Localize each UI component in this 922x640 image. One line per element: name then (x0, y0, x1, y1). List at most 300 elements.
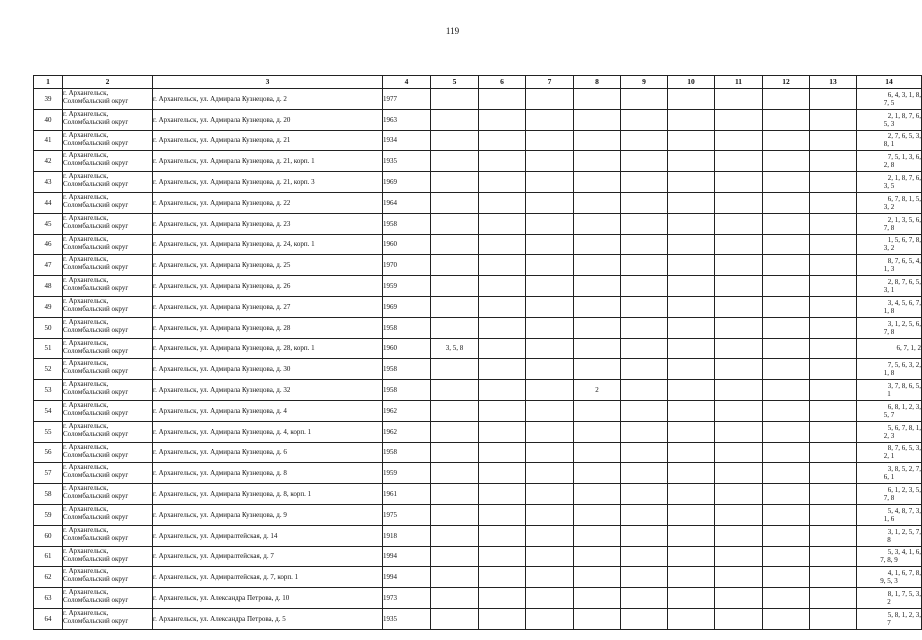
col-14-cell (857, 172, 922, 193)
col-8-cell (574, 276, 621, 297)
district-line-okrug: Соломбальский округ (63, 450, 129, 459)
col-12-cell (763, 442, 810, 463)
year-cell: 1994 (383, 546, 431, 567)
col-10-cell (668, 463, 715, 484)
year-cell: 1973 (383, 588, 431, 609)
year-cell: 1958 (383, 359, 431, 380)
year-cell: 1960 (383, 234, 431, 255)
col-14-cell (857, 192, 922, 213)
year-cell: 1963 (383, 109, 431, 130)
col-8-cell (574, 296, 621, 317)
address-cell: г. Архангельск, ул. Адмирала Кузнецова, д. 27 (153, 296, 383, 317)
col-10-cell (668, 234, 715, 255)
table-row (34, 567, 922, 588)
col-11-cell (715, 130, 763, 151)
district-line-city: г. Архангельск, (63, 421, 109, 430)
col-11-cell (715, 151, 763, 172)
year-cell: 1959 (383, 276, 431, 297)
col-14-line-1: 3, 4, 5, 6, 7, (887, 298, 921, 307)
col-9-cell (621, 276, 668, 297)
col-14-cell (857, 89, 922, 110)
col-7-cell (526, 151, 574, 172)
district-line-city: г. Архангельск, (63, 296, 109, 305)
col-14-cell (857, 400, 922, 421)
address-cell: г. Архангельск, ул. Адмирала Кузнецова, д. 4 (153, 400, 383, 421)
col-9-cell (621, 504, 668, 525)
table-row (34, 234, 922, 255)
year-cell: 1962 (383, 421, 431, 442)
col-6-cell (479, 546, 526, 567)
row-number: 56 (34, 442, 63, 463)
col-6-cell (479, 192, 526, 213)
district-line-okrug: Соломбальский округ (63, 180, 129, 189)
col-12-cell (763, 151, 810, 172)
col-11-cell (715, 525, 763, 546)
col-5-cell (431, 463, 479, 484)
district-line-city: г. Архангельск, (63, 192, 109, 201)
col-10-cell (668, 484, 715, 505)
address-cell: г. Архангельск, ул. Адмиралтейская, д. 14 (153, 525, 383, 546)
table-row (34, 442, 922, 463)
address-cell: г. Архангельск, ул. Александра Петрова, д. 5 (153, 608, 383, 629)
col-11-cell (715, 338, 763, 359)
row-number: 63 (34, 588, 63, 609)
col-11-cell (715, 400, 763, 421)
district-line-okrug: Соломбальский округ (63, 138, 129, 147)
col-14-line-2: 2, 8 (883, 161, 895, 170)
district-line-city: г. Архангельск, (63, 400, 109, 409)
col-8-cell (574, 130, 621, 151)
district-cell (63, 463, 153, 484)
district-line-city: г. Архангельск, (63, 442, 109, 451)
district-line-okrug: Соломбальский округ (63, 471, 129, 480)
col-14-line-1: 6, 8, 1, 2, 3, (887, 402, 921, 411)
col-8-cell (574, 192, 621, 213)
col-14-line-1: 2, 1, 8, 7, 6, (887, 174, 921, 183)
district-cell (63, 567, 153, 588)
district-line-okrug: Соломбальский округ (63, 221, 129, 230)
column-header-8: 8 (574, 76, 621, 89)
table-row (34, 255, 922, 276)
col-9-cell (621, 567, 668, 588)
col-8-cell (574, 463, 621, 484)
col-5-cell (431, 192, 479, 213)
col-12-cell (763, 192, 810, 213)
district-line-okrug: Соломбальский округ (63, 408, 129, 417)
col-6-cell (479, 608, 526, 629)
col-14-cell (857, 567, 922, 588)
district-line-city: г. Архангельск, (63, 172, 109, 181)
row-number: 55 (34, 421, 63, 442)
col-5-cell (431, 109, 479, 130)
col-14-line-2: 7, 8 (883, 327, 895, 336)
col-10-cell (668, 525, 715, 546)
col-14-line-2: 2, 3 (883, 431, 895, 440)
year-cell: 1969 (383, 172, 431, 193)
table-row (34, 172, 922, 193)
col-5-cell (431, 359, 479, 380)
col-13-cell (810, 400, 857, 421)
col-6-cell (479, 567, 526, 588)
year-cell: 1961 (383, 484, 431, 505)
col-10-cell (668, 89, 715, 110)
col-9-cell (621, 255, 668, 276)
district-line-okrug: Соломбальский округ (63, 533, 129, 542)
address-cell: г. Архангельск, ул. Адмирала Кузнецова, д. 6 (153, 442, 383, 463)
table-row (34, 338, 922, 359)
col-7-cell (526, 276, 574, 297)
col-10-cell (668, 546, 715, 567)
col-7-cell (526, 296, 574, 317)
housing-table (33, 75, 922, 630)
address-cell: г. Архангельск, ул. Адмирала Кузнецова, д. 28, корп. 1 (153, 338, 383, 359)
col-13-cell (810, 172, 857, 193)
col-13-cell (810, 109, 857, 130)
table-row (34, 421, 922, 442)
address-cell: г. Архангельск, ул. Адмирала Кузнецова, д. 23 (153, 213, 383, 234)
col-14-cell (857, 296, 922, 317)
col-6-cell (479, 213, 526, 234)
column-header-4: 4 (383, 76, 431, 89)
col-7-cell (526, 234, 574, 255)
year-cell: 1962 (383, 400, 431, 421)
col-14-cell (857, 255, 922, 276)
col-9-cell (621, 546, 668, 567)
col-14-line-1: 2, 1, 8, 7, 6, (887, 111, 921, 120)
year-cell: 1970 (383, 255, 431, 276)
col-5-cell (431, 151, 479, 172)
col-7-cell (526, 463, 574, 484)
col-11-cell (715, 359, 763, 380)
district-line-city: г. Архангельск, (63, 525, 109, 534)
col-13-cell (810, 213, 857, 234)
table-row (34, 151, 922, 172)
col-13-cell (810, 234, 857, 255)
col-10-cell (668, 400, 715, 421)
column-header-9: 9 (621, 76, 668, 89)
district-line-okrug: Соломбальский округ (63, 97, 129, 105)
col-7-cell (526, 255, 574, 276)
district-line-okrug: Соломбальский округ (63, 346, 129, 355)
col-14-line-2: 2 (887, 598, 891, 607)
col-8-cell (574, 588, 621, 609)
col-10-cell (668, 151, 715, 172)
col-12-cell (763, 567, 810, 588)
col-7-cell (526, 109, 574, 130)
table-body (34, 89, 922, 630)
address-cell: г. Архангельск, ул. Адмирала Кузнецова, д. 4, корп. 1 (153, 421, 383, 442)
col-13-cell (810, 192, 857, 213)
col-11-cell (715, 172, 763, 193)
col-6-cell (479, 172, 526, 193)
col-14-line-2: 1 (887, 390, 891, 399)
col-12-cell (763, 234, 810, 255)
col-10-cell (668, 276, 715, 297)
col-14-line-1: 6, 7, 1, 2 (896, 344, 921, 353)
row-number: 61 (34, 546, 63, 567)
year-cell: 1958 (383, 317, 431, 338)
col-13-cell (810, 463, 857, 484)
col-12-cell (763, 380, 810, 401)
col-5-cell (431, 484, 479, 505)
col-9-cell (621, 213, 668, 234)
col-13-cell (810, 338, 857, 359)
year-cell: 1958 (383, 213, 431, 234)
col-13-cell (810, 276, 857, 297)
table-row (34, 504, 922, 525)
district-line-city: г. Архангельск, (63, 151, 109, 160)
col-13-cell (810, 525, 857, 546)
district-line-okrug: Соломбальский округ (63, 554, 129, 563)
row-number: 40 (34, 109, 63, 130)
col-13-cell (810, 588, 857, 609)
column-header-6: 6 (479, 76, 526, 89)
col-9-cell (621, 296, 668, 317)
col-9-cell (621, 380, 668, 401)
district-cell (63, 276, 153, 297)
col-14-cell (857, 276, 922, 297)
district-line-city: г. Архангельск, (63, 130, 109, 139)
table-row (34, 359, 922, 380)
col-14-line-2: 1, 8 (883, 369, 895, 378)
col-9-cell (621, 421, 668, 442)
col-7-cell (526, 380, 574, 401)
col-14-cell (857, 588, 922, 609)
col-14-line-2: 8 (887, 535, 891, 544)
address-cell: г. Архангельск, ул. Адмирала Кузнецова, д. 21 (153, 130, 383, 151)
row-number: 39 (34, 89, 63, 110)
col-5-cell (431, 608, 479, 629)
col-14-line-2: 2, 1 (883, 452, 895, 461)
column-header-1: 1 (34, 76, 63, 89)
col-14-line-1: 5, 6, 7, 8, 1, (887, 423, 921, 432)
col-9-cell (621, 192, 668, 213)
table-row (34, 400, 922, 421)
col-14-cell (857, 463, 922, 484)
col-7-cell (526, 130, 574, 151)
col-14-line-1: 7, 5, 6, 3, 2, (887, 361, 921, 370)
district-cell (63, 338, 153, 359)
col-11-cell (715, 380, 763, 401)
year-cell: 1958 (383, 380, 431, 401)
col-12-cell (763, 317, 810, 338)
district-cell (63, 359, 153, 380)
address-cell: г. Архангельск, ул. Адмирала Кузнецова, д. 21, корп. 1 (153, 151, 383, 172)
col-7-cell (526, 192, 574, 213)
col-5-cell (431, 213, 479, 234)
col-13-cell (810, 317, 857, 338)
col-9-cell (621, 588, 668, 609)
row-number: 64 (34, 608, 63, 629)
district-cell (63, 89, 153, 110)
col-14-cell (857, 317, 922, 338)
col-11-cell (715, 567, 763, 588)
table-row (34, 276, 922, 297)
district-cell (63, 608, 153, 629)
district-cell (63, 172, 153, 193)
district-line-okrug: Соломбальский округ (63, 367, 129, 376)
table-row (34, 588, 922, 609)
col-12-cell (763, 255, 810, 276)
col-14-line-2: 7 (887, 618, 891, 627)
col-11-cell (715, 588, 763, 609)
district-cell (63, 525, 153, 546)
col-10-cell (668, 421, 715, 442)
col-9-cell (621, 172, 668, 193)
col-14-line-2: 3, 1 (883, 286, 895, 295)
row-number: 60 (34, 525, 63, 546)
district-line-okrug: Соломбальский округ (63, 575, 129, 584)
district-cell (63, 151, 153, 172)
col-11-cell (715, 89, 763, 110)
col-13-cell (810, 89, 857, 110)
col-13-cell (810, 504, 857, 525)
col-14-line-1: 2, 1, 3, 5, 6, (887, 215, 921, 224)
col-12-cell (763, 359, 810, 380)
col-11-cell (715, 255, 763, 276)
col-11-cell (715, 546, 763, 567)
col-10-cell (668, 317, 715, 338)
col-5-cell (431, 504, 479, 525)
col-8-cell (574, 213, 621, 234)
district-cell (63, 588, 153, 609)
district-cell (63, 546, 153, 567)
row-number: 44 (34, 192, 63, 213)
col-8-cell (574, 359, 621, 380)
district-cell (63, 421, 153, 442)
district-line-city: г. Архангельск, (63, 213, 109, 222)
col-5-cell (431, 588, 479, 609)
col-10-cell (668, 588, 715, 609)
table-row (34, 463, 922, 484)
col-7-cell (526, 421, 574, 442)
col-6-cell (479, 89, 526, 110)
row-number: 51 (34, 338, 63, 359)
col-6-cell (479, 255, 526, 276)
col-8-cell (574, 442, 621, 463)
district-cell (63, 130, 153, 151)
column-header-5: 5 (431, 76, 479, 89)
column-header-12: 12 (763, 76, 810, 89)
page-number: 119 (445, 26, 460, 36)
col-6-cell (479, 588, 526, 609)
col-7-cell (526, 213, 574, 234)
col-7-cell (526, 588, 574, 609)
table-row (34, 317, 922, 338)
col-11-cell (715, 109, 763, 130)
col-13-cell (810, 442, 857, 463)
col-9-cell (621, 151, 668, 172)
col-10-cell (668, 192, 715, 213)
col-9-cell (621, 89, 668, 110)
table-row (34, 192, 922, 213)
district-line-okrug: Соломбальский округ (63, 284, 129, 293)
column-header-11: 11 (715, 76, 763, 89)
col-14-line-1: 2, 7, 6, 5, 3, (887, 132, 921, 141)
address-cell: г. Архангельск, ул. Адмирала Кузнецова, д. 26 (153, 276, 383, 297)
col-11-cell (715, 421, 763, 442)
col-14-line-2: 3, 2 (883, 202, 895, 211)
district-line-okrug: Соломбальский округ (63, 596, 129, 605)
col-12-cell (763, 109, 810, 130)
row-number: 54 (34, 400, 63, 421)
col-6-cell (479, 359, 526, 380)
col-14-cell (857, 504, 922, 525)
row-number: 49 (34, 296, 63, 317)
address-cell: г. Архангельск, ул. Адмирала Кузнецова, д. 32 (153, 380, 383, 401)
row-number: 47 (34, 255, 63, 276)
district-cell (63, 484, 153, 505)
district-line-city: г. Архангельск, (63, 588, 109, 597)
column-header-7: 7 (526, 76, 574, 89)
col-9-cell (621, 317, 668, 338)
col-14-cell (857, 525, 922, 546)
col-14-line-2: 1, 8 (883, 306, 895, 315)
col-5-cell (431, 276, 479, 297)
col-11-cell (715, 276, 763, 297)
col-9-cell (621, 130, 668, 151)
col-5-cell (431, 421, 479, 442)
district-line-okrug: Соломбальский округ (63, 388, 129, 397)
address-cell: г. Архангельск, ул. Адмирала Кузнецова, д. 30 (153, 359, 383, 380)
col-8-cell (574, 567, 621, 588)
col-8-cell (574, 151, 621, 172)
row-number: 59 (34, 504, 63, 525)
district-line-city: г. Архангельск, (63, 89, 109, 97)
year-cell: 1959 (383, 463, 431, 484)
col-10-cell (668, 172, 715, 193)
address-cell: г. Архангельск, ул. Адмирала Кузнецова, д. 2 (153, 89, 383, 110)
col-8-cell (574, 421, 621, 442)
col-7-cell (526, 317, 574, 338)
row-number: 53 (34, 380, 63, 401)
col-12-cell (763, 463, 810, 484)
col-6-cell (479, 463, 526, 484)
col-5-cell (431, 317, 479, 338)
col-11-cell (715, 317, 763, 338)
col-5-cell (431, 400, 479, 421)
col-13-cell (810, 151, 857, 172)
col-14-line-1: 6, 7, 8, 1, 5, (887, 194, 921, 203)
col-14-cell (857, 338, 922, 359)
col-14-cell (857, 546, 922, 567)
col-6-cell (479, 484, 526, 505)
table-row (34, 525, 922, 546)
col-5-cell: 3, 5, 8 (431, 338, 479, 359)
district-line-city: г. Архангельск, (63, 504, 109, 513)
col-12-cell (763, 130, 810, 151)
col-9-cell (621, 463, 668, 484)
table-row (34, 89, 922, 110)
col-10-cell (668, 504, 715, 525)
col-13-cell (810, 608, 857, 629)
district-line-okrug: Соломбальский округ (63, 616, 129, 625)
row-number: 48 (34, 276, 63, 297)
col-14-cell (857, 130, 922, 151)
col-14-line-2: 7, 8, 9 (880, 556, 898, 565)
district-line-okrug: Соломбальский округ (63, 117, 129, 126)
year-cell: 1918 (383, 525, 431, 546)
year-cell: 1964 (383, 192, 431, 213)
col-14-line-2: 9, 5, 3 (880, 577, 898, 586)
col-6-cell (479, 109, 526, 130)
col-5-cell (431, 172, 479, 193)
col-14-cell (857, 213, 922, 234)
col-12-cell (763, 338, 810, 359)
col-7-cell (526, 400, 574, 421)
col-13-cell (810, 130, 857, 151)
col-9-cell (621, 109, 668, 130)
